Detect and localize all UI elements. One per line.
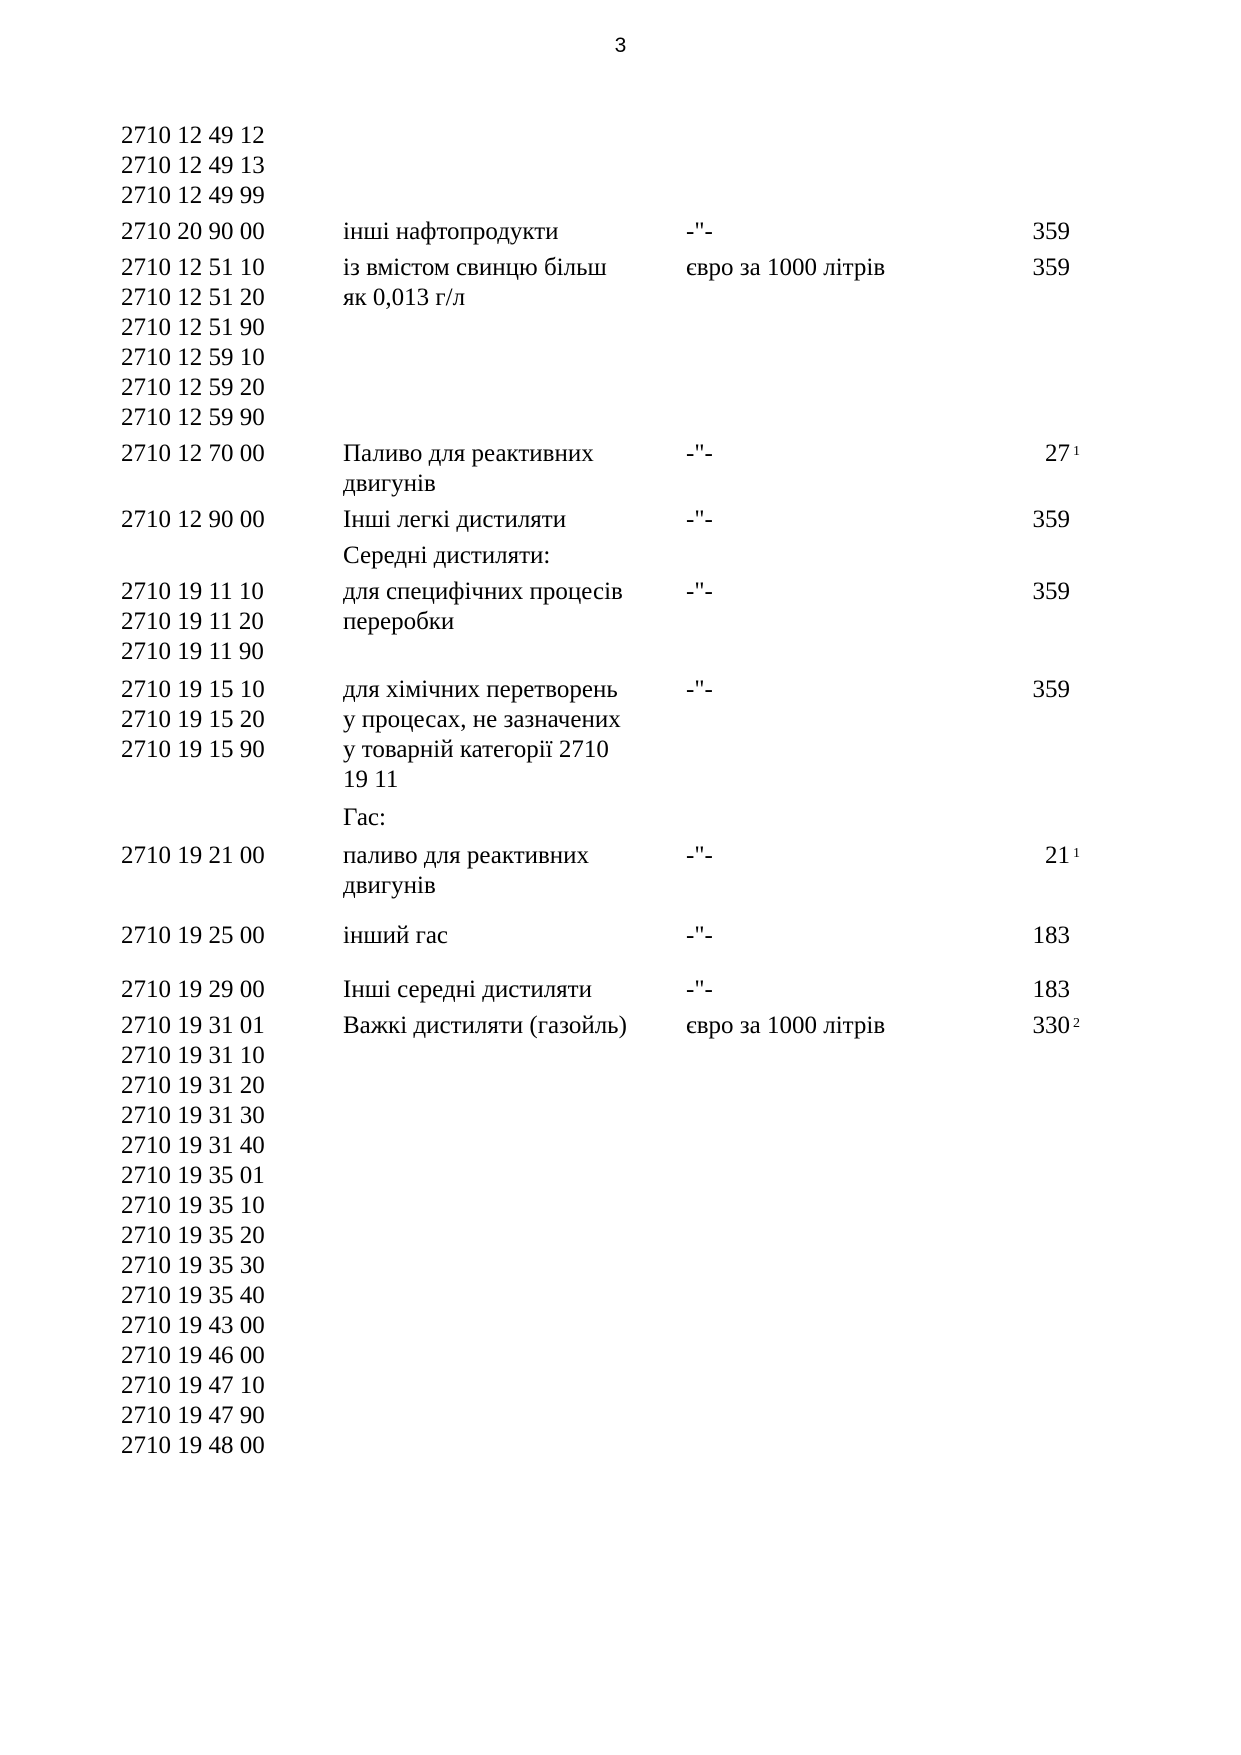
description-line: Важкі дистиляти (газойль) xyxy=(343,1012,627,1039)
hs-code: 2710 19 11 10 xyxy=(121,578,264,605)
hs-code-cell xyxy=(121,505,331,535)
rate-value: 183 xyxy=(1032,922,1070,949)
description-cell xyxy=(343,577,683,637)
hs-code: 2710 19 35 20 xyxy=(121,1222,265,1249)
hs-code-cell xyxy=(121,841,331,871)
description-cell xyxy=(343,439,683,499)
hs-code: 2710 12 49 99 xyxy=(121,182,265,209)
description-cell xyxy=(343,253,683,313)
hs-code-cell xyxy=(121,1011,331,1461)
unit-cell: -"- xyxy=(686,676,713,703)
hs-code: 2710 19 35 10 xyxy=(121,1192,265,1219)
table-row xyxy=(0,975,1241,1005)
hs-code: 2710 19 35 30 xyxy=(121,1252,265,1279)
hs-code: 2710 19 31 40 xyxy=(121,1132,265,1159)
description-cell xyxy=(343,841,683,901)
hs-code-cell xyxy=(121,975,331,1005)
rate-value: 21 xyxy=(1045,842,1070,869)
hs-code: 2710 12 51 10 xyxy=(121,254,265,281)
hs-code-cell xyxy=(121,253,331,433)
hs-code: 2710 19 43 00 xyxy=(121,1312,265,1339)
description-line: паливо для реактивних xyxy=(343,842,590,869)
hs-code: 2710 19 47 90 xyxy=(121,1402,265,1429)
table-row xyxy=(0,541,1241,571)
description-line: як 0,013 г/л xyxy=(343,284,466,311)
rate-value: 27 xyxy=(1045,440,1070,467)
description-line: 19 11 xyxy=(343,766,399,793)
description-cell xyxy=(343,1011,683,1041)
hs-code: 2710 12 51 20 xyxy=(121,284,265,311)
description-cell xyxy=(343,675,683,795)
description-line: двигунів xyxy=(343,470,436,497)
hs-code: 2710 19 11 20 xyxy=(121,608,264,635)
description-line: для хімічних перетворень xyxy=(343,676,618,703)
description-cell xyxy=(343,803,683,833)
rate-value: 359 xyxy=(1032,254,1070,281)
table-row xyxy=(0,841,1241,901)
hs-code: 2710 19 15 20 xyxy=(121,706,265,733)
description-line: Гас: xyxy=(343,804,386,831)
rate-value: 359 xyxy=(1032,578,1070,605)
hs-code: 2710 19 35 01 xyxy=(121,1162,265,1189)
description-cell xyxy=(343,505,683,535)
page-number: 3 xyxy=(614,34,627,57)
footnote-marker: 1 xyxy=(1073,444,1080,459)
unit-cell: -"- xyxy=(686,578,713,605)
hs-code-cell xyxy=(121,675,331,765)
hs-code: 2710 19 35 40 xyxy=(121,1282,265,1309)
hs-code: 2710 12 59 10 xyxy=(121,344,265,371)
table-row xyxy=(0,921,1241,951)
unit-cell: євро за 1000 літрів xyxy=(686,254,886,281)
hs-code: 2710 19 15 10 xyxy=(121,676,265,703)
description-line: Середні дистиляти: xyxy=(343,542,551,569)
hs-code: 2710 19 31 01 xyxy=(121,1012,265,1039)
hs-code: 2710 19 31 20 xyxy=(121,1072,265,1099)
description-line: у товарній категорії 2710 xyxy=(343,736,609,763)
table-row xyxy=(0,217,1241,247)
hs-code-cell xyxy=(121,217,331,247)
hs-code-cell xyxy=(121,577,331,667)
table-row xyxy=(0,577,1241,667)
table-row xyxy=(0,121,1241,211)
table-row xyxy=(0,505,1241,535)
hs-code-cell xyxy=(121,439,331,469)
hs-code: 2710 19 15 90 xyxy=(121,736,265,763)
rate-cell xyxy=(990,841,1080,871)
table-row xyxy=(0,1011,1241,1461)
rate-cell xyxy=(990,975,1080,1005)
rate-cell xyxy=(990,1011,1080,1041)
tariff-table xyxy=(0,121,1241,1467)
hs-code: 2710 12 59 90 xyxy=(121,404,265,431)
description-cell xyxy=(343,921,683,951)
rate-value: 330 xyxy=(1032,1012,1070,1039)
description-line: Паливо для реактивних xyxy=(343,440,594,467)
description-cell xyxy=(343,975,683,1005)
unit-cell: -"- xyxy=(686,976,713,1003)
description-line: у процесах, не зазначених xyxy=(343,706,621,733)
hs-code: 2710 19 48 00 xyxy=(121,1432,265,1459)
hs-code: 2710 19 31 10 xyxy=(121,1042,265,1069)
description-line: Інші середні дистиляти xyxy=(343,976,592,1003)
hs-code: 2710 19 25 00 xyxy=(121,922,265,949)
rate-cell xyxy=(990,217,1080,247)
unit-cell: -"- xyxy=(686,842,713,869)
unit-cell: -"- xyxy=(686,218,713,245)
description-line: із вмістом свинцю більш xyxy=(343,254,607,281)
rate-value: 183 xyxy=(1032,976,1070,1003)
description-cell xyxy=(343,541,683,571)
unit-cell: євро за 1000 літрів xyxy=(686,1012,886,1039)
hs-code: 2710 19 21 00 xyxy=(121,842,265,869)
table-row xyxy=(0,803,1241,833)
hs-code-cell xyxy=(121,921,331,951)
hs-code: 2710 12 51 90 xyxy=(121,314,265,341)
footnote-marker: 2 xyxy=(1073,1016,1080,1031)
description-line: двигунів xyxy=(343,872,436,899)
rate-value: 359 xyxy=(1032,676,1070,703)
rate-cell xyxy=(990,439,1080,469)
rate-cell xyxy=(990,505,1080,535)
hs-code-cell xyxy=(121,121,331,211)
hs-code: 2710 20 90 00 xyxy=(121,218,265,245)
hs-code: 2710 19 11 90 xyxy=(121,638,264,665)
rate-value: 359 xyxy=(1032,218,1070,245)
rate-cell xyxy=(990,253,1080,283)
hs-code: 2710 19 29 00 xyxy=(121,976,265,1003)
hs-code: 2710 12 70 00 xyxy=(121,440,265,467)
hs-code: 2710 12 90 00 xyxy=(121,506,265,533)
description-line: Інші легкі дистиляти xyxy=(343,506,567,533)
rate-cell xyxy=(990,577,1080,607)
description-cell xyxy=(343,217,683,247)
unit-cell: -"- xyxy=(686,506,713,533)
hs-code: 2710 12 49 12 xyxy=(121,122,265,149)
description-line: для специфічних процесів xyxy=(343,578,623,605)
unit-cell: -"- xyxy=(686,922,713,949)
unit-cell: -"- xyxy=(686,440,713,467)
description-line: інший гас xyxy=(343,922,449,949)
hs-code: 2710 19 46 00 xyxy=(121,1342,265,1369)
hs-code: 2710 19 47 10 xyxy=(121,1372,265,1399)
rate-cell xyxy=(990,921,1080,951)
rate-value: 359 xyxy=(1032,506,1070,533)
footnote-marker: 1 xyxy=(1073,846,1080,861)
description-line: інші нафтопродукти xyxy=(343,218,559,245)
hs-code: 2710 19 31 30 xyxy=(121,1102,265,1129)
table-row xyxy=(0,439,1241,499)
table-row xyxy=(0,253,1241,433)
hs-code: 2710 12 59 20 xyxy=(121,374,265,401)
rate-cell xyxy=(990,675,1080,705)
table-row xyxy=(0,675,1241,795)
description-line: переробки xyxy=(343,608,455,635)
hs-code: 2710 12 49 13 xyxy=(121,152,265,179)
